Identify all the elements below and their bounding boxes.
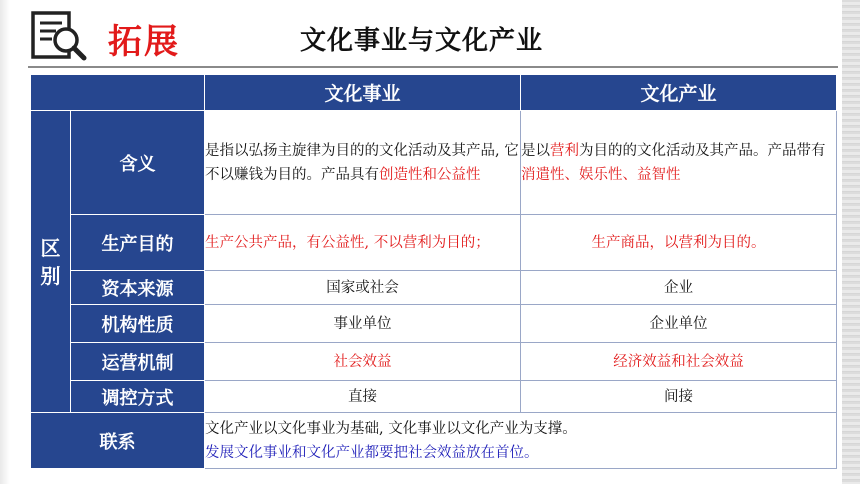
jizhi-chanye-cell: 经济效益和社会效益: [521, 343, 837, 381]
hanyi-shiye-highlight: 创造性和公益性: [379, 166, 481, 183]
hanyi-shiye-cell: [205, 111, 521, 215]
hanyi-chanye-highlight-2: 消遣性、娱乐性、益智性: [521, 166, 681, 183]
row-label-tiaokong-fangshi: 调控方式: [71, 381, 205, 413]
column-header-chanye: 文化产业: [521, 75, 837, 111]
document-search-icon: [30, 10, 88, 62]
row-label-jigou-xingzhi: 机构性质: [71, 305, 205, 343]
row-label-shengchan-mudi: 生产目的: [71, 215, 205, 271]
hanyi-shiye-text: 是指以弘扬主旋律为目的的文化活动及其产品, 它不以赚钱为目的。产品具有: [205, 142, 519, 183]
mudi-shiye-cell: 生产公共产品，有公益性, 不以营利为目的；: [205, 215, 521, 271]
row-label-ziben-laiyuan: 资本来源: [71, 271, 205, 305]
hanyi-chanye-text-2: 为目的的文化活动及其产品。产品带有: [579, 142, 826, 159]
column-header-shiye: 文化事业: [205, 75, 521, 111]
xingzhi-shiye-cell: 事业单位: [205, 305, 521, 343]
title-divider: [28, 66, 838, 68]
fangshi-chanye-cell: 间接: [521, 381, 837, 413]
hanyi-chanye-text-1: 是以: [521, 142, 550, 159]
laiyuan-shiye-cell: 国家或社会: [205, 271, 521, 305]
xingzhi-chanye-cell: 企业单位: [521, 305, 837, 343]
fangshi-shiye-cell: 直接: [205, 381, 521, 413]
mudi-chanye-cell: 生产商品，以营利为目的。: [521, 215, 837, 271]
laiyuan-chanye-cell: 企业: [521, 271, 837, 305]
row-label-hanyi: 含义: [71, 111, 205, 215]
left-frame-shade: [0, 0, 10, 484]
row-label-lianxi: 联系: [31, 413, 205, 469]
section-label-text: 区别: [40, 235, 61, 288]
right-frame-edge: [842, 0, 860, 484]
lianxi-line-1: 文化产业以文化事业为基础, 文化事业以文化产业为支撑。: [205, 420, 577, 437]
section-badge: 拓展: [108, 22, 180, 62]
comparison-table: [30, 74, 837, 469]
hanyi-chanye-cell: [521, 111, 837, 215]
row-label-yunying-jizhi: 运营机制: [71, 343, 205, 381]
jizhi-shiye-cell: 社会效益: [205, 343, 521, 381]
lianxi-line-2: 发展文化事业和文化产业都要把社会效益放在首位。: [205, 444, 539, 461]
lianxi-cell: [205, 413, 837, 469]
section-label-qubie: [31, 111, 71, 413]
header-corner-cell: [31, 75, 205, 111]
hanyi-chanye-highlight-1: 营利: [550, 142, 579, 159]
page-title: 文化事业与文化产业: [300, 26, 544, 56]
